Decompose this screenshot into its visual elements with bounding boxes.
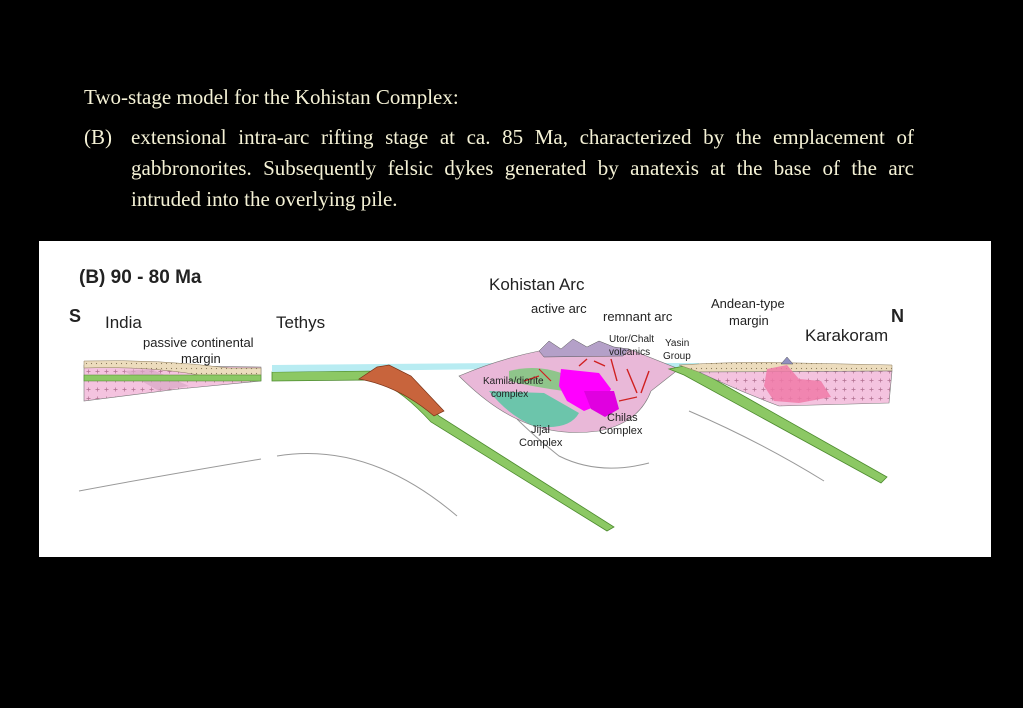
andean-label-1: Andean-type	[711, 296, 785, 311]
kohistan-cross-section-figure	[39, 241, 991, 557]
description-text: extensional intra-arc rifting stage at ca. 85 Ma, characterized by the emplacement of gabbronorites. Subsequently felsic dykes generated by anatexis at the base of the arc intruded into the overlying pile.	[131, 125, 914, 211]
kohistan-arc-label: Kohistan Arc	[489, 275, 585, 294]
north-label: N	[891, 306, 904, 326]
cross-section-svg	[39, 241, 991, 557]
panel-title: (B) 90 - 80 Ma	[79, 267, 202, 288]
kamila-label-1: Kamila/diorite	[483, 376, 544, 387]
asthenosphere-boundary-mid	[277, 454, 457, 517]
slide-title: Two-stage model for the Kohistan Complex:	[84, 85, 459, 109]
yasin-label-2: Group	[663, 351, 691, 362]
kamila-label-2: complex	[491, 389, 529, 400]
accretionary-wedge	[359, 365, 444, 416]
active-arc-label: active arc	[531, 301, 587, 316]
description-paragraph	[84, 122, 914, 215]
utor-chalt-label-2: volcanics	[609, 347, 651, 358]
karakoram-label: Karakoram	[805, 326, 889, 345]
andean-label-2: margin	[729, 313, 769, 328]
utor-chalt-label-1: Utor/Chalt	[609, 334, 655, 345]
passive-margin-label-2: margin	[181, 351, 221, 366]
india-label: India	[105, 313, 142, 332]
andean-volcano	[781, 357, 793, 364]
tethys-label: Tethys	[276, 313, 326, 332]
chilas-label-1: Chilas	[607, 412, 638, 424]
india-slab-left	[84, 375, 261, 381]
karakoram-lower-boundary	[689, 411, 824, 481]
chilas-label-2: Complex	[599, 425, 643, 437]
asthenosphere-boundary-left	[79, 459, 261, 491]
remnant-arc-label: remnant arc	[603, 309, 673, 324]
item-marker: (B)	[84, 125, 112, 149]
yasin-label-1: Yasin	[665, 338, 690, 349]
south-label: S	[69, 306, 82, 326]
passive-margin-label-1: passive continental	[143, 335, 254, 350]
jijal-label-1: Jijal	[531, 424, 550, 436]
jijal-label-2: Complex	[519, 437, 563, 449]
